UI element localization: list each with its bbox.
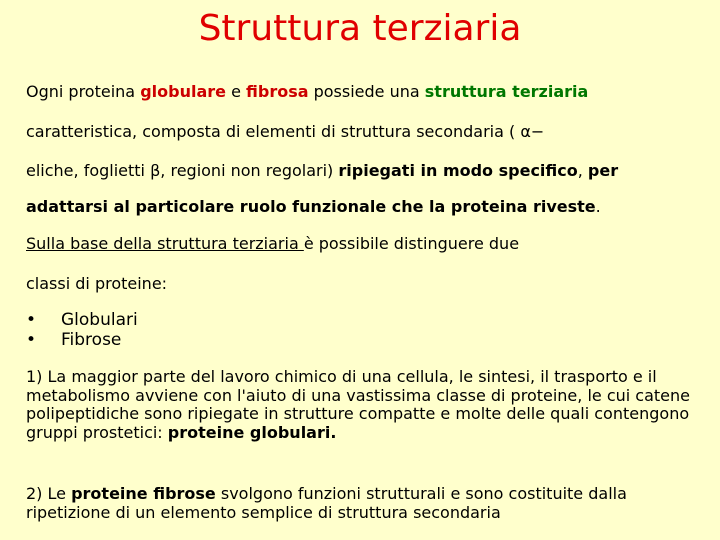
text: possiede una xyxy=(308,82,425,101)
emphasis: adattarsi al particolare ruolo funzionale che la proteina riveste xyxy=(26,197,596,216)
text: classi di proteine: xyxy=(26,274,168,293)
paragraph-2 xyxy=(26,485,696,522)
text: caratteristica, composta di elementi di struttura secondaria ( α− xyxy=(26,122,545,141)
bullet-icon: • xyxy=(26,330,37,350)
basis-line-1 xyxy=(26,234,519,253)
highlight-fibrosa: fibrosa xyxy=(246,82,309,101)
emphasis: per xyxy=(587,161,619,180)
slide-title: Struttura terziaria xyxy=(198,8,522,49)
text: è possibile distinguere due xyxy=(303,234,520,253)
highlight-globulare: globulare xyxy=(140,82,226,101)
intro-line-3 xyxy=(26,161,618,180)
emphasis: proteine fibrose xyxy=(71,484,216,503)
list-item-text: Globulari xyxy=(61,310,138,330)
bullet-list xyxy=(26,310,138,350)
bullet-icon: • xyxy=(26,310,37,330)
intro-line-2 xyxy=(26,122,544,141)
text: svolgono funzioni strutturali e sono costituite dalla ripetizione di un elemento semplice di struttura secondaria xyxy=(26,484,627,522)
list-item xyxy=(26,310,138,330)
highlight-struttura-terziaria: struttura terziaria xyxy=(424,82,589,101)
paragraph-1 xyxy=(26,368,696,442)
intro-line-4 xyxy=(26,197,601,216)
emphasis: proteine globulari. xyxy=(167,422,337,442)
text: , xyxy=(577,161,588,180)
text: 1) La maggior parte del lavoro chimico di una cellula, le sintesi, il trasporto e il metabolismo avviene con l'aiuto di una vastissima classe di proteine, le cui catene polipeptidiche sono ripiegate in strutture compatte e molte delle quali contengono gruppi prostetici: xyxy=(26,367,690,442)
text: 2) Le xyxy=(26,484,72,503)
text: e xyxy=(225,82,246,101)
list-item xyxy=(26,330,138,350)
basis-line-2 xyxy=(26,274,167,293)
emphasis: ripiegati in modo specifico xyxy=(338,161,578,180)
list-item-text: Fibrose xyxy=(61,330,122,350)
text: . xyxy=(595,197,601,216)
text: eliche, foglietti β, regioni non regolari) xyxy=(26,161,339,180)
intro-line-1 xyxy=(26,82,588,101)
underlined-text: Sulla base della struttura terziaria xyxy=(26,234,304,253)
text: Ogni proteina xyxy=(26,82,141,101)
